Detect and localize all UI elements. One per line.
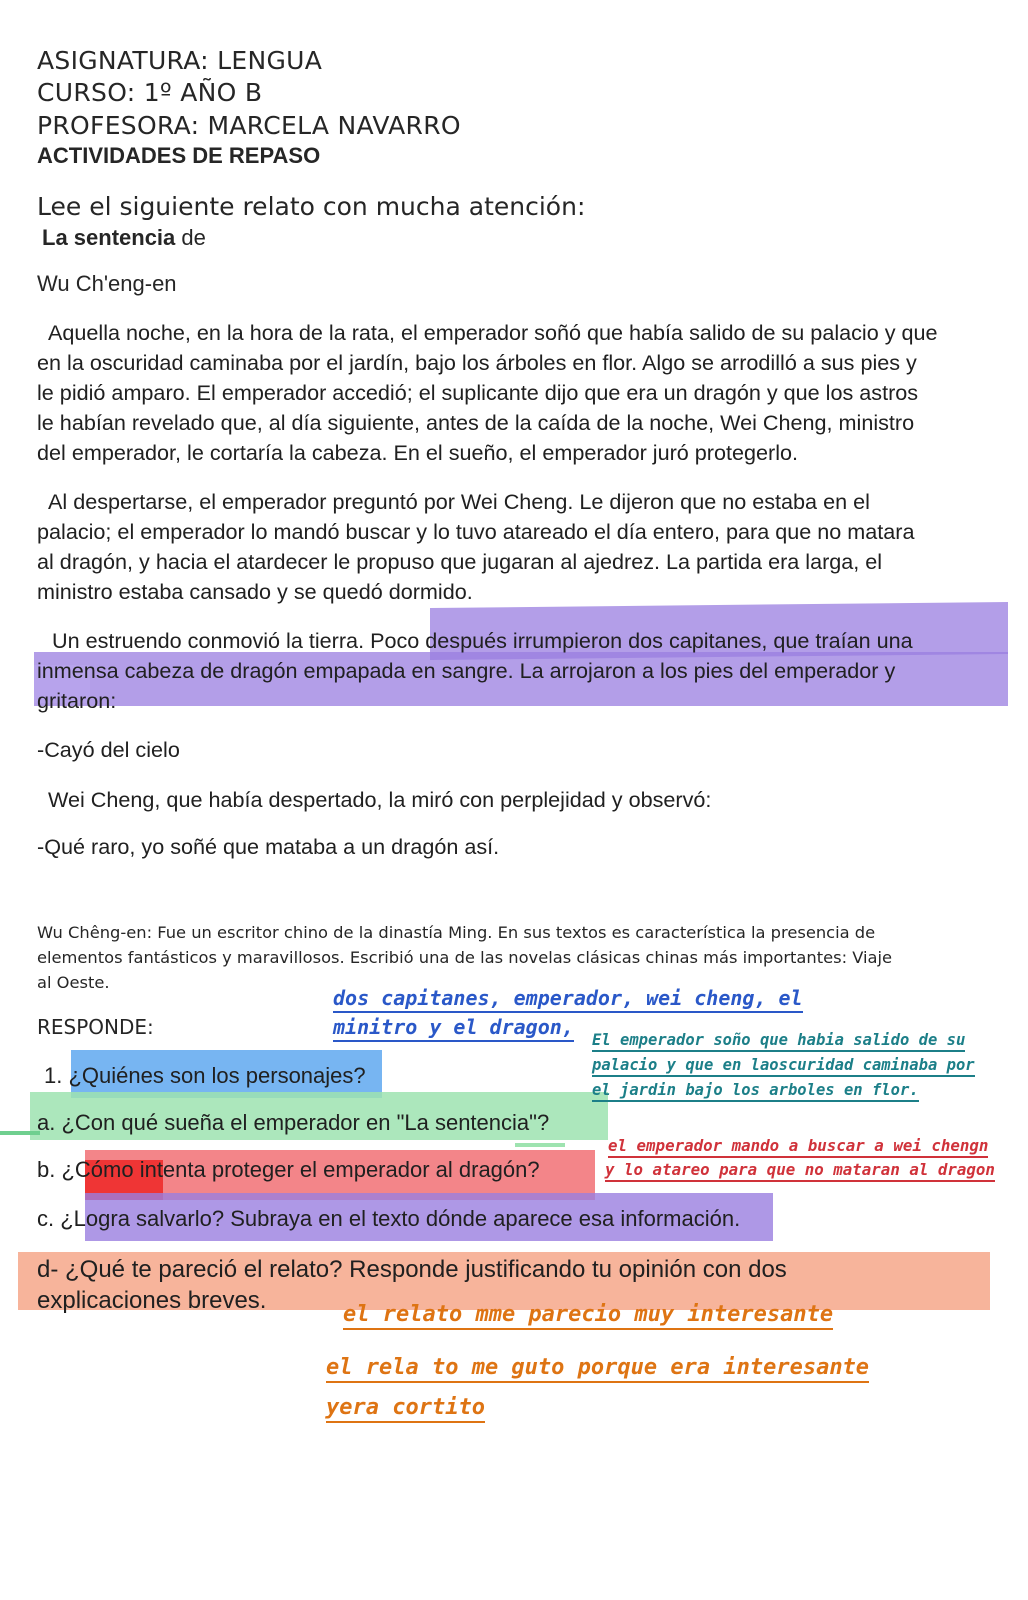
dialogue-line-1: -Cayó del cielo: [37, 737, 180, 762]
answer-b: [605, 1134, 995, 1182]
question-b: b. ¿Cómo intenta proteger el emperador al dragón?: [37, 1157, 540, 1182]
story-paragraph-3: [37, 626, 997, 716]
question-d-line: d- ¿Qué te pareció el relato? Responde justificando tu opinión con dos: [37, 1256, 787, 1283]
answer-d-text-1: el relato mme parecio muy interesante: [343, 1302, 833, 1330]
answer-d-line-1: [343, 1302, 833, 1327]
paragraph-line: gritaron:: [37, 688, 117, 713]
answer-a: [592, 1028, 975, 1103]
responde-label: RESPONDE:: [37, 1015, 154, 1039]
answer-d-text-3: yera cortito: [326, 1395, 485, 1423]
answer-b-line: y lo atareo para que no mataran al dragon: [605, 1160, 995, 1182]
answer-d-text-2: el rela to me guto porque era interesante: [326, 1355, 869, 1383]
green-stroke-left: [0, 1131, 40, 1135]
answer-1-line: dos capitanes, emperador, wei cheng, el: [333, 986, 803, 1013]
green-stroke-small: [515, 1143, 565, 1147]
paragraph-line: del emperador, le cortaría la cabeza. En el sueño, el emperador juró protegerlo.: [37, 440, 799, 465]
story-title-bold: La sentencia: [42, 225, 176, 250]
paragraph-line: al dragón, y hacia el atardecer le propuso que jugaran al ajedrez. La partida era larga, el: [37, 549, 883, 574]
question-d-line: explicaciones breves.: [37, 1287, 267, 1314]
course-line: CURSO: 1º AÑO B: [37, 78, 263, 107]
dialogue-line-2: Wei Cheng, que había despertado, la miró con perplejidad y observó:: [48, 787, 712, 812]
paragraph-line: le habían revelado que, al día siguiente, antes de la caída de la noche, Wei Cheng, ministro: [37, 410, 915, 435]
author-line: Wu Ch'eng-en: [37, 271, 177, 296]
answer-1-line: minitro y el dragon,: [333, 1015, 574, 1042]
answer-d-line-3: [326, 1395, 485, 1420]
bio-line: al Oeste.: [37, 973, 110, 992]
paragraph-line: en la oscuridad caminaba por el jardín, bajo los árboles en flor. Algo se arrodilló a sus pies y: [37, 350, 917, 375]
story-paragraph-1: [37, 318, 997, 468]
paragraph-line: Al despertarse, el emperador preguntó por Wei Cheng. Le dijeron que no estaba en el: [48, 489, 870, 514]
story-title: [42, 225, 206, 251]
teacher-line: PROFESORA: MARCELA NAVARRO: [37, 111, 461, 140]
story-title-suffix: de: [175, 225, 206, 250]
paragraph-line: Un estruendo conmovió la tierra. Poco después irrumpieron dos capitanes, que traían una: [52, 628, 913, 653]
answer-a-line: palacio y que en laoscuridad caminaba por: [592, 1056, 975, 1077]
intro-line: Lee el siguiente relato con mucha atención:: [37, 192, 586, 221]
paragraph-line: palacio; el emperador lo mandó buscar y lo tuvo atareado el día entero, para que no matara: [37, 519, 915, 544]
activities-title: ACTIVIDADES DE REPASO: [37, 143, 321, 168]
answer-d-line-2: [326, 1355, 869, 1380]
paragraph-line: le pidió amparo. El emperador accedió; el suplicante dijo que era un dragón y que los astros: [37, 380, 919, 405]
dialogue-line-3: -Qué raro, yo soñé que mataba a un dragón así.: [37, 834, 500, 859]
answer-b-line: el emperador mando a buscar a wei chengn: [608, 1136, 988, 1158]
bio-line: elementos fantásticos y maravillosos. Escribió una de las novelas clásicas chinas más importantes: Viaje: [37, 948, 893, 967]
question-c: c. ¿Logra salvarlo? Subraya en el texto dónde aparece esa información.: [37, 1206, 741, 1231]
paragraph-line: Aquella noche, en la hora de la rata, el emperador soñó que había salido de su palacio y que: [48, 320, 938, 345]
story-paragraph-2: [37, 487, 997, 607]
bio-line: Wu Chêng-en: Fue un escritor chino de la dinastía Ming. En sus textos es característica la presencia de: [37, 923, 876, 942]
question-1: 1. ¿Quiénes son los personajes?: [44, 1063, 366, 1088]
paragraph-line: inmensa cabeza de dragón empapada en sangre. La arrojaron a los pies del emperador y: [37, 658, 896, 683]
question-a: a. ¿Con qué sueña el emperador en "La sentencia"?: [37, 1110, 550, 1135]
subject-line: ASIGNATURA: LENGUA: [37, 46, 323, 75]
answer-a-line: El emperador soño que habia salido de su: [592, 1031, 965, 1052]
answer-a-line: el jardin bajo los arboles en flor.: [592, 1081, 919, 1102]
paragraph-line: ministro estaba cansado y se quedó dormido.: [37, 579, 473, 604]
